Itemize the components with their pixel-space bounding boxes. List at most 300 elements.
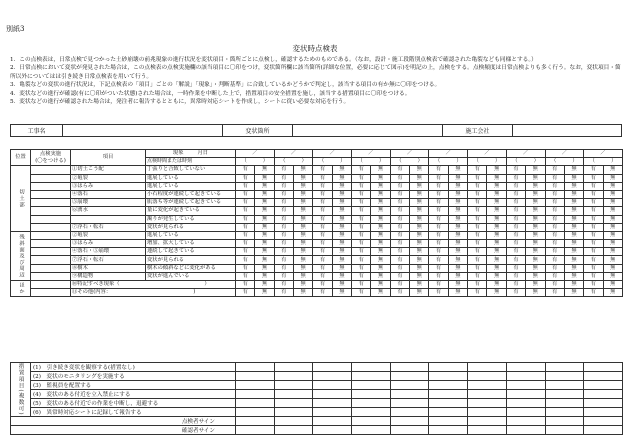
no-cell[interactable]: 無 <box>410 174 429 182</box>
no-cell[interactable]: 無 <box>410 248 429 256</box>
check-done-cell[interactable] <box>31 289 71 297</box>
no-cell[interactable]: 無 <box>332 281 351 289</box>
action-mark-cell[interactable] <box>584 372 623 381</box>
action-mark-cell[interactable] <box>506 399 545 408</box>
yes-cell[interactable]: 有 <box>352 190 371 198</box>
action-mark-cell[interactable] <box>313 363 352 372</box>
no-cell[interactable]: 無 <box>332 174 351 182</box>
yes-cell[interactable]: 有 <box>274 281 293 289</box>
date-cell[interactable]: ／ <box>584 150 623 158</box>
no-cell[interactable]: 無 <box>603 215 622 223</box>
no-cell[interactable]: 無 <box>487 199 506 207</box>
no-cell[interactable]: 無 <box>448 256 467 264</box>
no-cell[interactable]: 無 <box>371 281 390 289</box>
signature-cell[interactable] <box>352 417 391 426</box>
no-cell[interactable]: 無 <box>564 264 583 272</box>
signature-cell[interactable] <box>506 417 545 426</box>
yes-cell[interactable]: 有 <box>468 182 487 190</box>
yes-cell[interactable]: 有 <box>352 207 371 215</box>
yes-cell[interactable]: 有 <box>584 223 603 231</box>
yes-cell[interactable]: 有 <box>390 248 409 256</box>
action-mark-cell[interactable] <box>468 390 507 399</box>
yes-cell[interactable]: 有 <box>274 190 293 198</box>
action-mark-cell[interactable] <box>313 381 352 390</box>
no-cell[interactable]: 無 <box>603 264 622 272</box>
yes-cell[interactable]: 有 <box>545 199 564 207</box>
yes-cell[interactable]: 有 <box>468 231 487 239</box>
no-cell[interactable]: 無 <box>410 281 429 289</box>
yes-cell[interactable]: 有 <box>274 248 293 256</box>
time-cell[interactable]: （ ） <box>274 158 313 166</box>
yes-cell[interactable]: 有 <box>545 223 564 231</box>
no-cell[interactable]: 無 <box>294 215 313 223</box>
no-cell[interactable]: 無 <box>564 289 583 297</box>
action-mark-cell[interactable] <box>468 363 507 372</box>
no-cell[interactable]: 無 <box>448 190 467 198</box>
action-mark-cell[interactable] <box>506 390 545 399</box>
yes-cell[interactable]: 有 <box>236 256 255 264</box>
check-done-cell[interactable] <box>31 190 71 198</box>
no-cell[interactable]: 無 <box>255 240 274 248</box>
signature-cell[interactable] <box>390 426 429 435</box>
no-cell[interactable]: 無 <box>255 215 274 223</box>
signature-cell[interactable] <box>468 417 507 426</box>
no-cell[interactable]: 無 <box>410 272 429 280</box>
no-cell[interactable]: 無 <box>603 248 622 256</box>
no-cell[interactable]: 無 <box>564 223 583 231</box>
yes-cell[interactable]: 有 <box>545 264 564 272</box>
yes-cell[interactable]: 有 <box>468 215 487 223</box>
yes-cell[interactable]: 有 <box>468 223 487 231</box>
yes-cell[interactable]: 有 <box>313 264 332 272</box>
yes-cell[interactable]: 有 <box>274 264 293 272</box>
yes-cell[interactable]: 有 <box>352 199 371 207</box>
yes-cell[interactable]: 有 <box>236 240 255 248</box>
date-cell[interactable]: ／ <box>545 150 584 158</box>
yes-cell[interactable]: 有 <box>584 231 603 239</box>
no-cell[interactable]: 無 <box>255 289 274 297</box>
no-cell[interactable]: 無 <box>526 231 545 239</box>
yes-cell[interactable]: 有 <box>236 223 255 231</box>
no-cell[interactable]: 無 <box>410 289 429 297</box>
yes-cell[interactable]: 有 <box>274 215 293 223</box>
no-cell[interactable]: 無 <box>410 223 429 231</box>
no-cell[interactable]: 無 <box>487 281 506 289</box>
action-mark-cell[interactable] <box>236 363 275 372</box>
action-mark-cell[interactable] <box>313 390 352 399</box>
yes-cell[interactable]: 有 <box>584 240 603 248</box>
action-mark-cell[interactable] <box>236 372 275 381</box>
action-mark-cell[interactable] <box>468 381 507 390</box>
signature-cell[interactable] <box>274 417 313 426</box>
no-cell[interactable]: 無 <box>448 289 467 297</box>
yes-cell[interactable]: 有 <box>236 248 255 256</box>
action-mark-cell[interactable] <box>274 381 313 390</box>
yes-cell[interactable]: 有 <box>390 215 409 223</box>
no-cell[interactable]: 無 <box>255 182 274 190</box>
yes-cell[interactable]: 有 <box>390 289 409 297</box>
action-mark-cell[interactable] <box>468 372 507 381</box>
yes-cell[interactable]: 有 <box>274 272 293 280</box>
action-mark-cell[interactable] <box>352 372 391 381</box>
action-mark-cell[interactable] <box>236 381 275 390</box>
action-mark-cell[interactable] <box>429 363 468 372</box>
date-cell[interactable]: ／ <box>468 150 507 158</box>
time-cell[interactable]: （ ） <box>429 158 468 166</box>
no-cell[interactable]: 無 <box>255 199 274 207</box>
yes-cell[interactable]: 有 <box>429 281 448 289</box>
signature-cell[interactable] <box>545 417 584 426</box>
no-cell[interactable]: 無 <box>564 174 583 182</box>
no-cell[interactable]: 無 <box>487 174 506 182</box>
no-cell[interactable]: 無 <box>487 207 506 215</box>
no-cell[interactable]: 無 <box>371 207 390 215</box>
no-cell[interactable]: 無 <box>603 231 622 239</box>
yes-cell[interactable]: 有 <box>352 248 371 256</box>
no-cell[interactable]: 無 <box>332 289 351 297</box>
no-cell[interactable]: 無 <box>564 248 583 256</box>
no-cell[interactable]: 無 <box>487 272 506 280</box>
yes-cell[interactable]: 有 <box>390 190 409 198</box>
check-done-cell[interactable] <box>31 207 71 215</box>
no-cell[interactable]: 無 <box>294 231 313 239</box>
yes-cell[interactable]: 有 <box>236 215 255 223</box>
yes-cell[interactable]: 有 <box>390 281 409 289</box>
yes-cell[interactable]: 有 <box>313 281 332 289</box>
yes-cell[interactable]: 有 <box>545 166 564 174</box>
action-mark-cell[interactable] <box>274 390 313 399</box>
yes-cell[interactable]: 有 <box>274 240 293 248</box>
yes-cell[interactable]: 有 <box>506 256 525 264</box>
no-cell[interactable]: 無 <box>332 215 351 223</box>
check-done-cell[interactable] <box>31 174 71 182</box>
yes-cell[interactable]: 有 <box>545 281 564 289</box>
yes-cell[interactable]: 有 <box>236 166 255 174</box>
no-cell[interactable]: 無 <box>526 207 545 215</box>
no-cell[interactable]: 無 <box>526 215 545 223</box>
yes-cell[interactable]: 有 <box>429 256 448 264</box>
no-cell[interactable]: 無 <box>294 199 313 207</box>
no-cell[interactable]: 無 <box>526 289 545 297</box>
signature-cell[interactable] <box>352 426 391 435</box>
no-cell[interactable]: 無 <box>487 240 506 248</box>
yes-cell[interactable]: 有 <box>506 272 525 280</box>
yes-cell[interactable]: 有 <box>506 215 525 223</box>
no-cell[interactable]: 無 <box>255 256 274 264</box>
yes-cell[interactable]: 有 <box>429 264 448 272</box>
action-mark-cell[interactable] <box>506 363 545 372</box>
no-cell[interactable]: 無 <box>487 231 506 239</box>
no-cell[interactable]: 無 <box>255 231 274 239</box>
no-cell[interactable]: 無 <box>526 256 545 264</box>
no-cell[interactable]: 無 <box>448 248 467 256</box>
yes-cell[interactable]: 有 <box>390 223 409 231</box>
action-mark-cell[interactable] <box>584 390 623 399</box>
yes-cell[interactable]: 有 <box>429 223 448 231</box>
no-cell[interactable]: 無 <box>294 207 313 215</box>
no-cell[interactable]: 無 <box>526 281 545 289</box>
no-cell[interactable]: 無 <box>526 199 545 207</box>
yes-cell[interactable]: 有 <box>429 272 448 280</box>
no-cell[interactable]: 無 <box>332 190 351 198</box>
yes-cell[interactable]: 有 <box>584 248 603 256</box>
yes-cell[interactable]: 有 <box>313 166 332 174</box>
time-cell[interactable]: （ ） <box>545 158 584 166</box>
signature-cell[interactable] <box>313 426 352 435</box>
date-cell[interactable]: ／ <box>506 150 545 158</box>
no-cell[interactable]: 無 <box>371 190 390 198</box>
yes-cell[interactable]: 有 <box>274 174 293 182</box>
yes-cell[interactable]: 有 <box>506 190 525 198</box>
yes-cell[interactable]: 有 <box>584 264 603 272</box>
yes-cell[interactable]: 有 <box>274 289 293 297</box>
no-cell[interactable]: 無 <box>487 264 506 272</box>
yes-cell[interactable]: 有 <box>352 272 371 280</box>
no-cell[interactable]: 無 <box>526 223 545 231</box>
no-cell[interactable]: 無 <box>410 231 429 239</box>
signature-cell[interactable] <box>584 417 623 426</box>
yes-cell[interactable]: 有 <box>352 240 371 248</box>
yes-cell[interactable]: 有 <box>584 272 603 280</box>
action-mark-cell[interactable] <box>390 399 429 408</box>
action-mark-cell[interactable] <box>545 390 584 399</box>
no-cell[interactable]: 無 <box>294 272 313 280</box>
no-cell[interactable]: 無 <box>487 289 506 297</box>
no-cell[interactable]: 無 <box>448 199 467 207</box>
no-cell[interactable]: 無 <box>487 182 506 190</box>
yes-cell[interactable]: 有 <box>274 199 293 207</box>
no-cell[interactable]: 無 <box>371 223 390 231</box>
action-mark-cell[interactable] <box>313 408 352 417</box>
yes-cell[interactable]: 有 <box>313 248 332 256</box>
no-cell[interactable]: 無 <box>294 281 313 289</box>
no-cell[interactable]: 無 <box>410 264 429 272</box>
no-cell[interactable]: 無 <box>294 223 313 231</box>
yes-cell[interactable]: 有 <box>352 174 371 182</box>
no-cell[interactable]: 無 <box>371 182 390 190</box>
no-cell[interactable]: 無 <box>255 174 274 182</box>
no-cell[interactable]: 無 <box>487 215 506 223</box>
no-cell[interactable]: 無 <box>410 199 429 207</box>
yes-cell[interactable]: 有 <box>313 240 332 248</box>
no-cell[interactable]: 無 <box>332 166 351 174</box>
action-mark-cell[interactable] <box>274 372 313 381</box>
yes-cell[interactable]: 有 <box>506 289 525 297</box>
date-cell[interactable]: ／ <box>274 150 313 158</box>
no-cell[interactable]: 無 <box>332 231 351 239</box>
action-mark-cell[interactable] <box>390 381 429 390</box>
no-cell[interactable]: 無 <box>603 166 622 174</box>
no-cell[interactable]: 無 <box>487 223 506 231</box>
yes-cell[interactable]: 有 <box>236 281 255 289</box>
no-cell[interactable]: 無 <box>332 182 351 190</box>
yes-cell[interactable]: 有 <box>545 289 564 297</box>
no-cell[interactable]: 無 <box>487 166 506 174</box>
action-mark-cell[interactable] <box>429 372 468 381</box>
check-done-cell[interactable] <box>31 231 71 239</box>
action-mark-cell[interactable] <box>236 399 275 408</box>
no-cell[interactable]: 無 <box>410 207 429 215</box>
action-mark-cell[interactable] <box>352 381 391 390</box>
yes-cell[interactable]: 有 <box>468 190 487 198</box>
action-mark-cell[interactable] <box>274 408 313 417</box>
no-cell[interactable]: 無 <box>294 182 313 190</box>
yes-cell[interactable]: 有 <box>313 256 332 264</box>
check-done-cell[interactable] <box>31 166 71 174</box>
check-done-cell[interactable] <box>31 256 71 264</box>
yes-cell[interactable]: 有 <box>390 207 409 215</box>
yes-cell[interactable]: 有 <box>313 190 332 198</box>
yes-cell[interactable]: 有 <box>468 264 487 272</box>
no-cell[interactable]: 無 <box>410 256 429 264</box>
no-cell[interactable]: 無 <box>526 264 545 272</box>
action-mark-cell[interactable] <box>352 399 391 408</box>
no-cell[interactable]: 無 <box>332 223 351 231</box>
no-cell[interactable]: 無 <box>448 281 467 289</box>
yes-cell[interactable]: 有 <box>313 272 332 280</box>
no-cell[interactable]: 無 <box>526 174 545 182</box>
yes-cell[interactable]: 有 <box>545 240 564 248</box>
yes-cell[interactable]: 有 <box>352 264 371 272</box>
check-done-cell[interactable] <box>31 182 71 190</box>
no-cell[interactable]: 無 <box>448 231 467 239</box>
check-done-cell[interactable] <box>31 223 71 231</box>
action-mark-cell[interactable] <box>468 399 507 408</box>
action-mark-cell[interactable] <box>429 381 468 390</box>
action-mark-cell[interactable] <box>352 408 391 417</box>
yes-cell[interactable]: 有 <box>313 231 332 239</box>
yes-cell[interactable]: 有 <box>506 199 525 207</box>
yes-cell[interactable]: 有 <box>274 256 293 264</box>
yes-cell[interactable]: 有 <box>390 256 409 264</box>
yes-cell[interactable]: 有 <box>274 223 293 231</box>
yes-cell[interactable]: 有 <box>313 289 332 297</box>
no-cell[interactable]: 無 <box>564 256 583 264</box>
no-cell[interactable]: 無 <box>448 166 467 174</box>
no-cell[interactable]: 無 <box>410 215 429 223</box>
check-done-cell[interactable] <box>31 248 71 256</box>
action-mark-cell[interactable] <box>468 408 507 417</box>
yes-cell[interactable]: 有 <box>390 174 409 182</box>
signature-cell[interactable] <box>468 426 507 435</box>
action-mark-cell[interactable] <box>545 381 584 390</box>
time-cell[interactable]: （ ） <box>390 158 429 166</box>
action-mark-cell[interactable] <box>390 390 429 399</box>
no-cell[interactable]: 無 <box>332 264 351 272</box>
yes-cell[interactable]: 有 <box>236 272 255 280</box>
no-cell[interactable]: 無 <box>603 272 622 280</box>
no-cell[interactable]: 無 <box>564 166 583 174</box>
yes-cell[interactable]: 有 <box>313 207 332 215</box>
no-cell[interactable]: 無 <box>448 264 467 272</box>
no-cell[interactable]: 無 <box>255 272 274 280</box>
action-mark-cell[interactable] <box>506 372 545 381</box>
yes-cell[interactable]: 有 <box>429 166 448 174</box>
no-cell[interactable]: 無 <box>294 289 313 297</box>
action-mark-cell[interactable] <box>274 399 313 408</box>
yes-cell[interactable]: 有 <box>468 248 487 256</box>
yes-cell[interactable]: 有 <box>390 199 409 207</box>
yes-cell[interactable]: 有 <box>545 231 564 239</box>
action-mark-cell[interactable] <box>390 363 429 372</box>
yes-cell[interactable]: 有 <box>236 182 255 190</box>
yes-cell[interactable]: 有 <box>390 166 409 174</box>
no-cell[interactable]: 無 <box>448 272 467 280</box>
yes-cell[interactable]: 有 <box>468 281 487 289</box>
action-mark-cell[interactable] <box>236 408 275 417</box>
yes-cell[interactable]: 有 <box>584 199 603 207</box>
no-cell[interactable]: 無 <box>564 272 583 280</box>
no-cell[interactable]: 無 <box>332 240 351 248</box>
yes-cell[interactable]: 有 <box>584 174 603 182</box>
yes-cell[interactable]: 有 <box>506 264 525 272</box>
no-cell[interactable]: 無 <box>294 240 313 248</box>
action-mark-cell[interactable] <box>429 408 468 417</box>
no-cell[interactable]: 無 <box>603 256 622 264</box>
action-mark-cell[interactable] <box>506 408 545 417</box>
yes-cell[interactable]: 有 <box>429 199 448 207</box>
no-cell[interactable]: 無 <box>255 248 274 256</box>
contractor-field[interactable] <box>513 125 622 137</box>
yes-cell[interactable]: 有 <box>429 207 448 215</box>
yes-cell[interactable]: 有 <box>236 174 255 182</box>
yes-cell[interactable]: 有 <box>545 190 564 198</box>
check-done-cell[interactable] <box>31 264 71 272</box>
no-cell[interactable]: 無 <box>526 166 545 174</box>
action-mark-cell[interactable] <box>584 408 623 417</box>
no-cell[interactable]: 無 <box>564 231 583 239</box>
time-cell[interactable]: （ ） <box>506 158 545 166</box>
no-cell[interactable]: 無 <box>332 248 351 256</box>
yes-cell[interactable]: 有 <box>429 174 448 182</box>
yes-cell[interactable]: 有 <box>429 182 448 190</box>
action-mark-cell[interactable] <box>429 390 468 399</box>
no-cell[interactable]: 無 <box>294 190 313 198</box>
yes-cell[interactable]: 有 <box>390 182 409 190</box>
yes-cell[interactable]: 有 <box>468 199 487 207</box>
no-cell[interactable]: 無 <box>526 182 545 190</box>
yes-cell[interactable]: 有 <box>429 190 448 198</box>
yes-cell[interactable]: 有 <box>506 182 525 190</box>
yes-cell[interactable]: 有 <box>313 174 332 182</box>
yes-cell[interactable]: 有 <box>506 166 525 174</box>
no-cell[interactable]: 無 <box>371 289 390 297</box>
no-cell[interactable]: 無 <box>526 248 545 256</box>
action-mark-cell[interactable] <box>390 408 429 417</box>
yes-cell[interactable]: 有 <box>236 289 255 297</box>
yes-cell[interactable]: 有 <box>429 231 448 239</box>
action-mark-cell[interactable] <box>429 399 468 408</box>
no-cell[interactable]: 無 <box>410 190 429 198</box>
no-cell[interactable]: 無 <box>371 231 390 239</box>
yes-cell[interactable]: 有 <box>390 231 409 239</box>
no-cell[interactable]: 無 <box>294 256 313 264</box>
no-cell[interactable]: 無 <box>526 272 545 280</box>
yes-cell[interactable]: 有 <box>390 264 409 272</box>
yes-cell[interactable]: 有 <box>468 174 487 182</box>
no-cell[interactable]: 無 <box>371 256 390 264</box>
action-mark-cell[interactable] <box>313 399 352 408</box>
check-done-cell[interactable] <box>31 272 71 280</box>
no-cell[interactable]: 無 <box>564 240 583 248</box>
yes-cell[interactable]: 有 <box>352 182 371 190</box>
yes-cell[interactable]: 有 <box>236 231 255 239</box>
yes-cell[interactable]: 有 <box>545 182 564 190</box>
location-field[interactable] <box>293 125 443 137</box>
yes-cell[interactable]: 有 <box>506 248 525 256</box>
no-cell[interactable]: 無 <box>255 166 274 174</box>
yes-cell[interactable]: 有 <box>506 281 525 289</box>
